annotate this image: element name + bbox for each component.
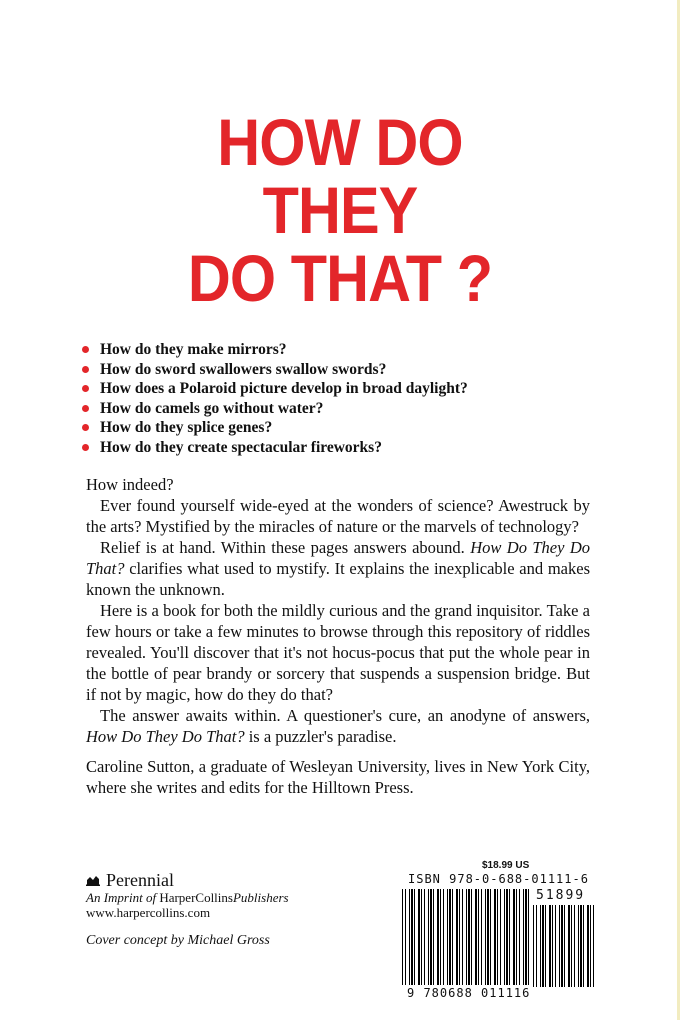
barcode-bar (528, 889, 529, 985)
barcode-bar (533, 905, 534, 987)
barcode-bar (542, 905, 544, 987)
barcode-addon (533, 905, 597, 987)
ean-number: 9 780688 011116 (407, 986, 531, 1000)
barcode-bar (475, 889, 477, 985)
question-list (88, 340, 468, 457)
barcode-bar (540, 905, 541, 987)
barcode-bar (466, 889, 467, 985)
bullet-dot-icon (82, 444, 89, 451)
imprint-line: An Imprint of HarperCollinsPublishers (86, 890, 289, 905)
barcode-bar (552, 905, 553, 987)
barcode-bar (568, 905, 570, 987)
blurb-paragraph: The answer awaits within. A questioner's cure, an anodyne of answers, How Do They Do That? is a puzzler's paradise. (86, 706, 590, 746)
question-item: How do they make mirrors? (88, 340, 468, 360)
barcode-bar (424, 889, 425, 985)
barcode-bar (504, 889, 505, 985)
blurb-paragraph: How indeed? (86, 475, 174, 494)
book-title-italic: How Do They Do That? (86, 727, 245, 746)
bullet-dot-icon (82, 366, 89, 373)
publisher-name: Perennial (106, 870, 174, 890)
addon-number: 51899 (536, 888, 586, 903)
barcode-bar (414, 889, 415, 985)
barcode-bar (545, 905, 546, 987)
barcode-bar (452, 889, 453, 985)
barcode-bar (456, 889, 458, 985)
blurb-paragraph: Relief is at hand. Within these pages answers abound. How Do They Do That? clarifies what used to mystify. It explains the inexplicable and makes known the unknown. (86, 538, 590, 599)
barcode-bar (430, 889, 432, 985)
barcode-bar (405, 889, 406, 985)
barcode-bar (471, 889, 472, 985)
barcode-bar (481, 889, 482, 985)
barcode-main (402, 889, 529, 985)
question-item: How does a Polaroid picture develop in broad daylight? (88, 379, 468, 399)
barcode-bar (559, 905, 560, 987)
barcode-bar (587, 905, 589, 987)
perennial-logo-icon (86, 874, 100, 886)
barcode-bar (536, 905, 537, 987)
barcode-bar (487, 889, 489, 985)
barcode-bar (462, 889, 463, 985)
barcode-bar (506, 889, 508, 985)
question-item: How do camels go without water? (88, 399, 468, 419)
barcode-bar (459, 889, 460, 985)
barcode-bar (443, 889, 444, 985)
cover-credit: Cover concept by Michael Gross (86, 933, 270, 948)
barcode-bar (564, 905, 565, 987)
barcode-bar (411, 889, 413, 985)
barcode-bar (478, 889, 479, 985)
question-item: How do they create spectacular fireworks? (88, 438, 468, 458)
blurb (86, 474, 590, 798)
barcode-bar (409, 889, 410, 985)
barcode-bar (519, 889, 520, 985)
question-item: How do sword swallowers swallow swords? (88, 360, 468, 380)
book-title-italic: How Do They Do That? (86, 538, 590, 578)
author-bio: Caroline Sutton, a graduate of Wesleyan University, lives in New York City, where she writes and edits for the Hilltown Press. (86, 757, 590, 797)
barcode-bar (468, 889, 470, 985)
barcode-bar (583, 905, 584, 987)
barcode-bar (571, 905, 572, 987)
barcode-bar (593, 905, 594, 987)
barcode-bar (497, 889, 498, 985)
title-line-3: DO THAT ? (187, 241, 493, 315)
barcode-bar (590, 905, 591, 987)
barcode-bar (516, 889, 517, 985)
barcode-bar (485, 889, 486, 985)
barcode-bar (513, 889, 515, 985)
barcode-bar (509, 889, 510, 985)
price-label: $18.99 US (482, 860, 530, 871)
barcode-bar (402, 889, 403, 985)
barcode-bar (574, 905, 575, 987)
barcode-bar (428, 889, 429, 985)
barcode-bar (447, 889, 448, 985)
barcode-bar (494, 889, 496, 985)
bullet-dot-icon (82, 346, 89, 353)
barcode-bar (555, 905, 556, 987)
title-line-2: THEY (262, 173, 418, 247)
title-line-1: HOW DO (217, 105, 463, 179)
barcode-bar (578, 905, 579, 987)
publisher-url: www.harpercollins.com (86, 905, 211, 920)
barcode-bar (561, 905, 563, 987)
barcode-bar (449, 889, 451, 985)
barcode-bar (580, 905, 582, 987)
bullet-dot-icon (82, 405, 89, 412)
barcode-bar (437, 889, 439, 985)
question-item: How do they splice genes? (88, 418, 468, 438)
bullet-dot-icon (82, 385, 89, 392)
isbn-label: ISBN 978-0-688-01111-6 (408, 872, 589, 886)
barcode-bar (418, 889, 420, 985)
blurb-paragraph: Here is a book for both the mildly curious and the grand inquisitor. Take a few hours or take a few minutes to browse through this repository of riddles revealed. You'll discover that it's not hocus-pocus that put the whole pear in the bottle of pear brandy or sorcery that suspends a suspension bridge. But if not by magic, how do they do that? (86, 601, 590, 704)
barcode-bar (523, 889, 524, 985)
blurb-paragraph: Ever found yourself wide-eyed at the wonders of science? Awestruck by the arts? Mystified by the miracles of nature or the marvels of technology? (86, 496, 590, 536)
barcode-bar (549, 905, 551, 987)
barcode-bar (440, 889, 441, 985)
barcode-bar (433, 889, 434, 985)
barcode-bar (525, 889, 527, 985)
bullet-dot-icon (82, 424, 89, 431)
book-title (34, 105, 646, 315)
barcode-bar (500, 889, 501, 985)
barcode-bar (421, 889, 422, 985)
publisher-block (86, 870, 289, 920)
barcode-bar (490, 889, 491, 985)
